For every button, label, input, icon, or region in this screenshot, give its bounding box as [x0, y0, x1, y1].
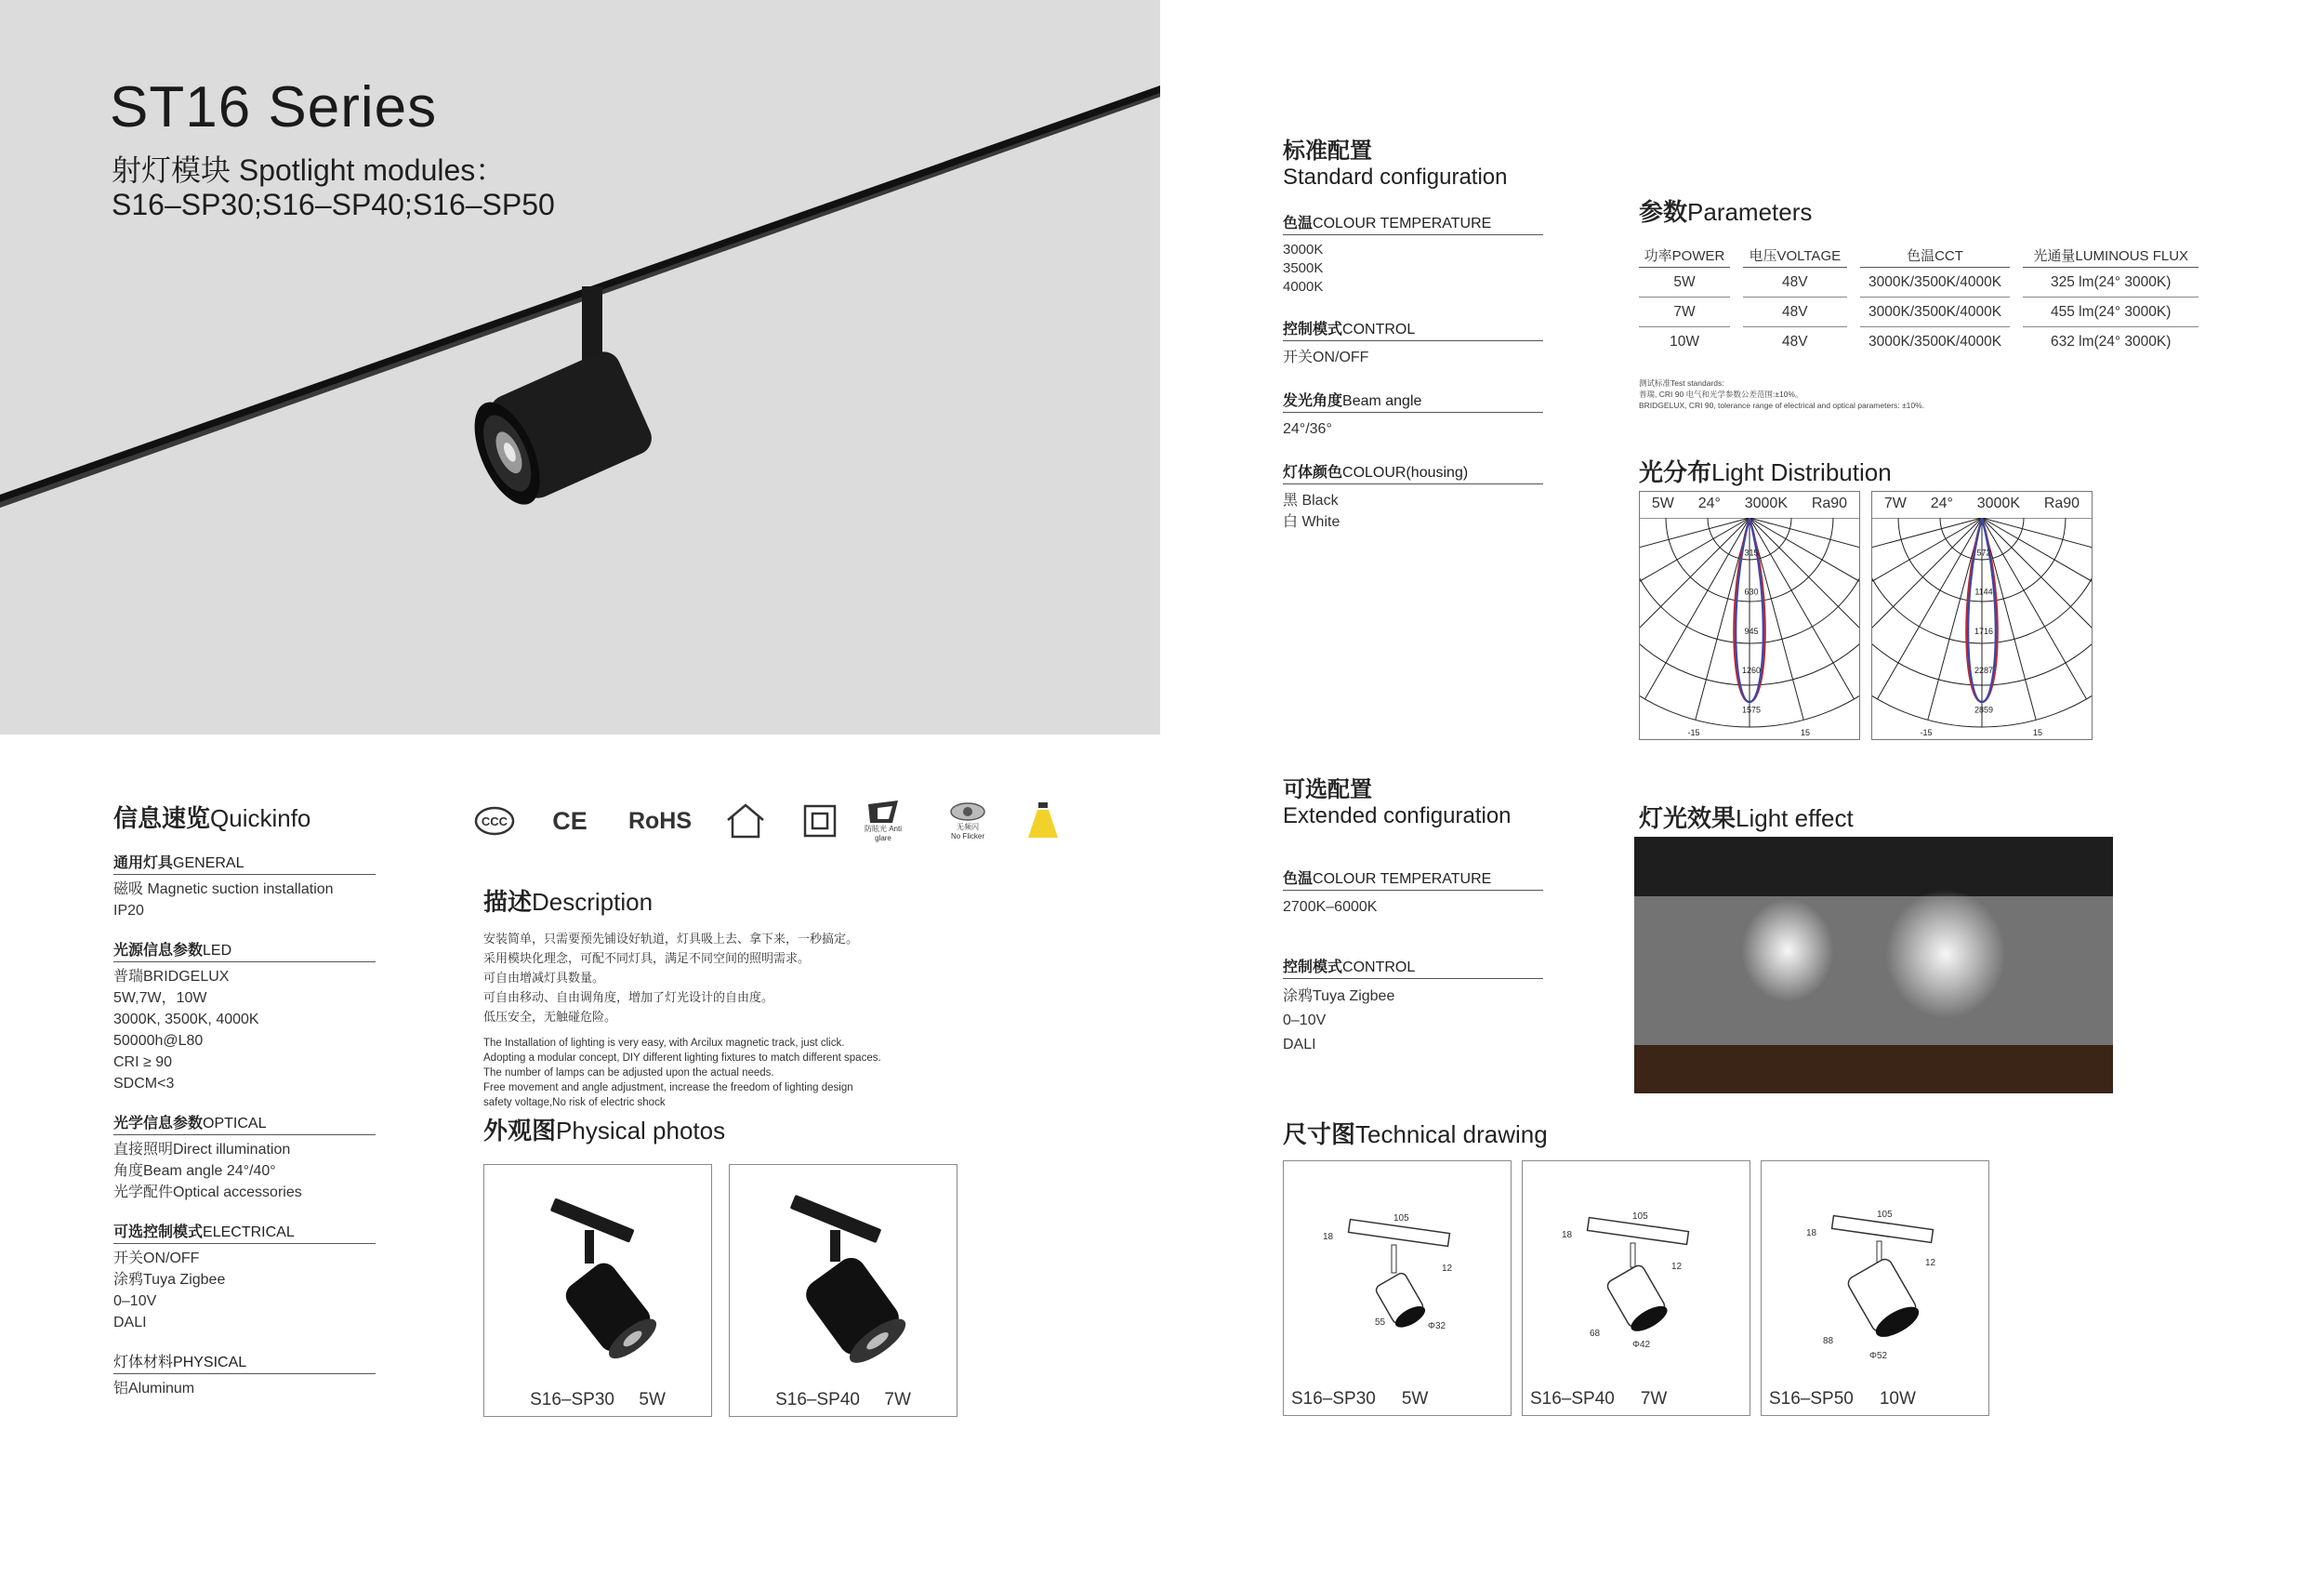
- ring-label: 945: [1744, 626, 1759, 636]
- svg-text:Φ32: Φ32: [1428, 1321, 1446, 1331]
- quickinfo-electrical: 可选控制模式ELECTRICAL 开关ON/OFF 涂鸦Tuya Zigbee 0–10V DALI: [113, 1220, 376, 1333]
- polar-spoke: [1872, 518, 1982, 666]
- svg-text:12: 12: [1671, 1262, 1683, 1272]
- drawing-card-sp50: [1761, 1160, 1989, 1416]
- quickinfo-physical: 灯体材料PHYSICAL 铝Aluminum: [113, 1350, 376, 1399]
- ring-label: 1716: [1974, 626, 1994, 636]
- spotlight-photo: [484, 1165, 713, 1379]
- svg-text:68: 68: [1590, 1329, 1601, 1339]
- svg-text:Φ42: Φ42: [1632, 1340, 1651, 1350]
- extended-config-section: [1283, 776, 1543, 1057]
- polar-chart-7w: 7W 24° 3000K Ra90 572 1144 1716 2287 2859 -15 15: [1871, 491, 2093, 740]
- polar-spoke: [1750, 518, 1859, 666]
- polar-spoke: [1640, 518, 1750, 666]
- polar-spoke: [1982, 518, 2092, 666]
- drawing-card-sp30: [1283, 1160, 1512, 1416]
- spotlight-photo: [730, 1165, 958, 1379]
- class-iii-square-icon: [801, 795, 838, 847]
- light-effect-heading: 灯光效果Light effect: [1639, 804, 1854, 833]
- description-section: 描述Description 安装简单，只需要预先铺设好轨道，灯具吸上去、拿下来，一秒搞定。 采用模块化理念，可配不同灯具，满足不同空间的照明需求。 可自由增减灯具数量。 可自由移动、自由调角度，增加了灯光设计的自由度。 低压安全，无触碰危险。 The Installation of lighting is very easy, with Arcilux magnetic track, just click. Adopting a modular concept, DIY different lighting fixtures to match different spaces. The number of lamps can be adjusted upon the actual needs. Free movement and angle adjustment, increase the freedom of lighting design safety voltage,No risk of electric shock: [483, 883, 967, 1110]
- right-page: [1160, 0, 2324, 1588]
- quickinfo-led: 光源信息参数LED 普瑞BRIDGELUX 5W,7W，10W 3000K, 3500K, 4000K 50000h@L80 CRI ≥ 90 SDCM<3: [113, 938, 376, 1094]
- ce-icon: CE: [552, 806, 588, 835]
- svg-text:105: 105: [1393, 1213, 1409, 1224]
- polar-spoke: [1982, 518, 2092, 623]
- std-housing-colour: 灯体颜色COLOUR(housing) 黑 Black 白 White: [1283, 460, 1543, 533]
- photos-heading: 外观图Physical photos: [483, 1117, 726, 1145]
- drawing-caption: S16–SP50 10W: [1769, 1389, 1916, 1409]
- polar-spoke: [1872, 518, 1982, 623]
- ring-label: 630: [1744, 587, 1759, 597]
- svg-text:55: 55: [1375, 1317, 1386, 1328]
- quickinfo-optical: 光学信息参数OPTICAL 直接照明Direct illumination 角度Beam angle 24°/40° 光学配件Optical accessories: [113, 1111, 376, 1203]
- light-effect-image: [1634, 837, 2113, 1093]
- drawing-caption: S16–SP40 7W: [1530, 1389, 1668, 1409]
- subtitle: 射灯模块 Spotlight modules：: [112, 153, 506, 187]
- table-row: 7W 48V 3000K/3500K/4000K 455 lm(24° 3000K): [1639, 298, 2199, 327]
- extended-config-heading: 可选配置 Extended configuration: [1283, 776, 1512, 828]
- svg-text:105: 105: [1877, 1210, 1893, 1220]
- svg-text:105: 105: [1632, 1211, 1648, 1222]
- polar-spoke: [1750, 518, 1859, 623]
- description-heading: 描述Description: [483, 888, 654, 917]
- parameters-heading: 参数Parameters: [1639, 198, 1813, 227]
- axis-label-left: -15: [1920, 728, 1933, 737]
- ring-label: 2287: [1974, 666, 1994, 676]
- col-header: 电压VOLTAGE: [1743, 244, 1847, 268]
- test-standards-note: 测试标准Test standards: 普瑞, CRI 90 电气和光学参数公差范围:±10%。 BRIDGELUX, CRI 90, tolerance range of electrical and optical parameters: ±10%.: [1639, 378, 1925, 410]
- no-flicker-icon: 无频闪 No Flicker: [941, 795, 995, 847]
- light-distribution-heading: 光分布Light Distribution: [1639, 458, 1892, 487]
- svg-text:12: 12: [1925, 1258, 1936, 1268]
- svg-text:88: 88: [1823, 1336, 1834, 1346]
- ring-label: 1260: [1741, 666, 1762, 676]
- col-header: 色温CCT: [1860, 244, 2011, 268]
- beam-light-icon: [1024, 795, 1062, 847]
- model-list: S16–SP30;S16–SP40;S16–SP50: [112, 188, 555, 221]
- standard-config-heading: 标准配置 Standard configuration: [1283, 138, 1508, 190]
- polar-spoke: [1640, 518, 1750, 572]
- standard-config-section: [1283, 138, 1543, 533]
- polar-spoke: [1872, 518, 1982, 572]
- parameters-table: [1626, 244, 2212, 356]
- ring-label: 315: [1744, 548, 1759, 558]
- drawing-card-sp40: [1522, 1160, 1750, 1416]
- table-row: 5W 48V 3000K/3500K/4000K 325 lm(24° 3000K): [1639, 268, 2199, 298]
- std-colour-temperature: 色温COLOUR TEMPERATURE 3000K 3500K 4000K: [1283, 211, 1543, 297]
- axis-label-left: -15: [1687, 728, 1700, 737]
- ring-label: 1144: [1974, 587, 1993, 597]
- quickinfo-heading: 信息速览Quickinfo: [113, 804, 311, 833]
- svg-text:18: 18: [1806, 1228, 1817, 1238]
- photo-caption: S16–SP40 7W: [775, 1390, 911, 1409]
- photo-caption: S16–SP30 5W: [530, 1390, 666, 1409]
- svg-text:18: 18: [1562, 1230, 1573, 1240]
- ring-label: 2859: [1974, 705, 1994, 715]
- svg-text:CCC: CCC: [481, 814, 508, 828]
- technical-drawing-heading: 尺寸图Technical drawing: [1283, 1120, 1548, 1149]
- std-beam-angle: 发光角度Beam angle 24°/36°: [1283, 389, 1543, 440]
- std-control: 控制模式CONTROL 开关ON/OFF: [1283, 317, 1543, 368]
- polar-spoke: [1750, 518, 1859, 572]
- certification-icons: [474, 795, 1078, 851]
- col-header: 光通量LUMINOUS FLUX: [2023, 244, 2199, 268]
- anti-glare-icon: 防眩光 Anti glare: [857, 795, 909, 847]
- svg-text:12: 12: [1442, 1264, 1453, 1274]
- svg-text:Φ52: Φ52: [1869, 1351, 1888, 1361]
- axis-label-right: 15: [1800, 728, 1811, 737]
- quickinfo-general: 通用灯具GENERAL 磁吸 Magnetic suction installation IP20: [113, 851, 376, 921]
- polar-spoke: [1640, 518, 1750, 623]
- hero-banner: [0, 0, 1160, 734]
- ext-control: 控制模式CONTROL 涂鸦Tuya Zigbee 0–10V DALI: [1283, 955, 1543, 1057]
- dimension-drawing: [1523, 1161, 1751, 1381]
- dimension-drawing: [1762, 1161, 1990, 1381]
- ring-label: 572: [1976, 548, 1991, 558]
- rohs-icon: RoHS: [627, 807, 693, 834]
- photo-card-sp40: [729, 1164, 957, 1417]
- drawing-caption: S16–SP30 5W: [1291, 1389, 1429, 1409]
- col-header: 功率POWER: [1639, 244, 1730, 268]
- polar-spoke: [1982, 518, 2092, 572]
- svg-text:18: 18: [1323, 1232, 1334, 1242]
- ccc-icon: [474, 795, 515, 847]
- axis-label-right: 15: [2032, 728, 2043, 737]
- page-title: ST16 Series: [110, 75, 438, 139]
- table-row: 10W 48V 3000K/3500K/4000K 632 lm(24° 3000K): [1670, 334, 2172, 350]
- indoor-house-icon: [723, 795, 768, 847]
- left-page: [0, 0, 1160, 1588]
- ring-label: 1575: [1741, 705, 1762, 715]
- quickinfo-section: [113, 800, 376, 1399]
- ext-colour-temperature: 色温COLOUR TEMPERATURE 2700K–6000K: [1283, 867, 1543, 918]
- dimension-drawing: [1284, 1161, 1512, 1381]
- polar-chart-5w: 5W 24° 3000K Ra90 315 630 945 1260 1575 -15 15: [1639, 491, 1860, 740]
- photo-card-sp30: [483, 1164, 712, 1417]
